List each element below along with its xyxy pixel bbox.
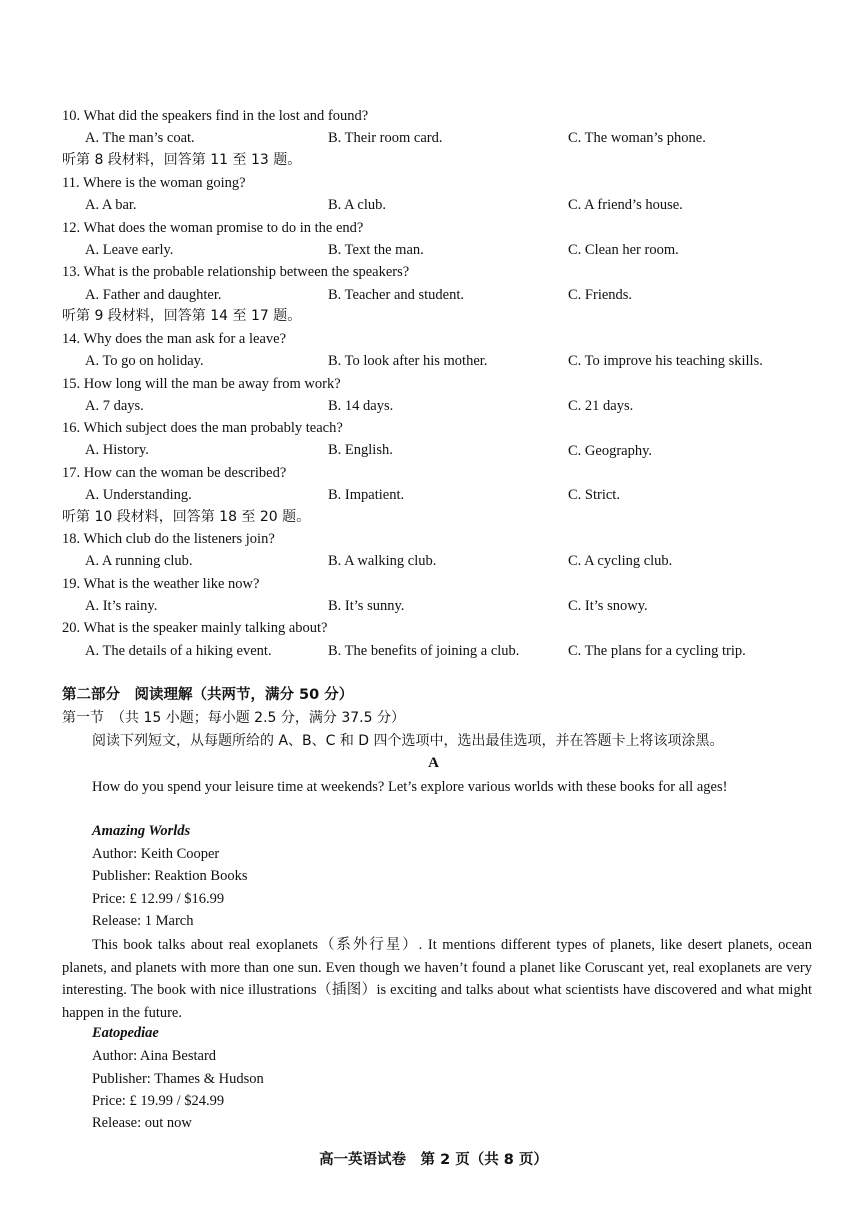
option-b: B. The benefits of joining a club. xyxy=(328,643,520,659)
listening-instruction-9: 听第 9 段材料，回答第 14 至 17 题。 xyxy=(62,308,302,324)
book-publisher: Publisher: Thames & Hudson xyxy=(92,1071,264,1087)
question-11: 11. Where is the woman going? xyxy=(62,175,246,191)
option-a: A. A running club. xyxy=(85,553,193,569)
option-a: A. The man’s coat. xyxy=(85,130,195,146)
option-b: B. Teacher and student. xyxy=(328,287,465,303)
question-17: 17. How can the woman be described? xyxy=(62,465,287,481)
option-c: C. It’s snowy. xyxy=(568,598,648,614)
book-title: Amazing Worlds xyxy=(92,823,191,839)
part-two-heading: 第二部分 阅读理解（共两节，满分 50 分） xyxy=(62,687,354,703)
option-c: C. A friend’s house. xyxy=(568,197,683,213)
section-one-instruction: 阅读下列短文，从每题所给的 A、B、C 和 D 四个选项中，选出最佳选项，并在答题卡上将该项涂黑。 xyxy=(92,733,724,749)
option-c: C. 21 days. xyxy=(568,398,634,414)
question-16: 16. Which subject does the man probably teach? xyxy=(62,420,343,436)
option-c: C. A cycling club. xyxy=(568,553,673,569)
option-b: B. Impatient. xyxy=(328,487,405,503)
book-price: Price: £ 12.99 / $16.99 xyxy=(92,891,225,907)
question-15: 15. How long will the man be away from work? xyxy=(62,376,341,392)
option-a: A. Leave early. xyxy=(85,242,174,258)
question-18: 18. Which club do the listeners join? xyxy=(62,531,275,547)
option-a: A. It’s rainy. xyxy=(85,598,158,614)
option-c: C. Geography. xyxy=(568,443,653,459)
option-b: B. Their room card. xyxy=(328,130,443,146)
listening-instruction-8: 听第 8 段材料，回答第 11 至 13 题。 xyxy=(62,152,302,168)
option-a: A. 7 days. xyxy=(85,398,144,414)
option-c: C. Friends. xyxy=(568,287,633,303)
question-12: 12. What does the woman promise to do in the end? xyxy=(62,220,364,236)
passage-intro: How do you spend your leisure time at weekends? Let’s explore various worlds with these books for all ages! xyxy=(92,779,728,795)
option-b: B. It’s sunny. xyxy=(328,598,405,614)
book-author: Author: Aina Bestard xyxy=(92,1048,217,1064)
option-c: C. To improve his teaching skills. xyxy=(568,353,763,369)
question-10: 10. What did the speakers find in the lost and found? xyxy=(62,108,369,124)
option-c: C. Clean her room. xyxy=(568,242,679,258)
question-13: 13. What is the probable relationship between the speakers? xyxy=(62,264,410,280)
option-a: A. Understanding. xyxy=(85,487,192,503)
option-b: B. Text the man. xyxy=(328,242,424,258)
option-c: C. Strict. xyxy=(568,487,620,503)
option-b: B. A club. xyxy=(328,197,387,213)
option-c: C. The plans for a cycling trip. xyxy=(568,643,746,659)
question-20: 20. What is the speaker mainly talking about? xyxy=(62,620,328,636)
option-b: B. To look after his mother. xyxy=(328,353,488,369)
book-release: Release: 1 March xyxy=(92,913,194,929)
option-a: A. History. xyxy=(85,442,149,458)
book-publisher: Publisher: Reaktion Books xyxy=(92,868,248,884)
option-b: B. A walking club. xyxy=(328,553,437,569)
page-footer: 高一英语试卷 第 2 页（共 8 页） xyxy=(319,1152,548,1168)
option-b: B. English. xyxy=(328,442,393,458)
question-19: 19. What is the weather like now? xyxy=(62,576,260,592)
book-title: Eatopediae xyxy=(92,1025,159,1041)
option-a: A. A bar. xyxy=(85,197,137,213)
option-a: A. Father and daughter. xyxy=(85,287,222,303)
book-author: Author: Keith Cooper xyxy=(92,846,220,862)
book-description: This book talks about real exoplanets（系外行星）. It mentions different types of planets, like desert planets, ocean planets, and planets with more than one sun. Even though we haven’t found a planet like Coruscant yet, real exoplanets are very interesting. The book with nice illustrations（插图）is exciting and talks about what scientists have discovered and what might happen in the future. xyxy=(62,937,812,1021)
section-one-heading: 第一节 （共 15 小题；每小题 2.5 分，满分 37.5 分） xyxy=(62,710,405,726)
listening-instruction-10: 听第 10 段材料，回答第 18 至 20 题。 xyxy=(62,509,311,525)
question-14: 14. Why does the man ask for a leave? xyxy=(62,331,286,347)
option-b: B. 14 days. xyxy=(328,398,394,414)
book-price: Price: £ 19.99 / $24.99 xyxy=(92,1093,225,1109)
book-release: Release: out now xyxy=(92,1115,192,1131)
option-a: A. The details of a hiking event. xyxy=(85,643,272,659)
passage-label: A xyxy=(428,755,439,771)
option-a: A. To go on holiday. xyxy=(85,353,204,369)
option-c: C. The woman’s phone. xyxy=(568,130,706,146)
